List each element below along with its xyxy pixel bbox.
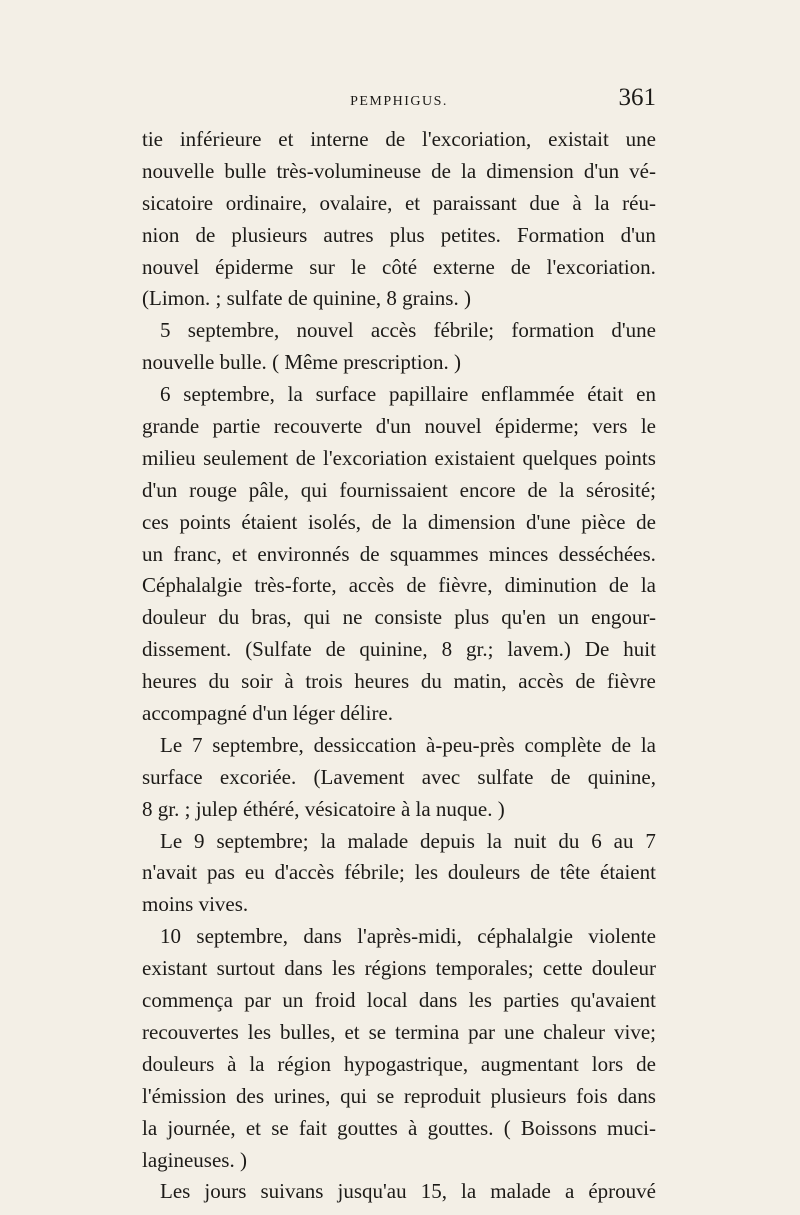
text-line: grande partie recouverte d'un nouvel épiderme; vers le [142, 414, 656, 439]
text-line: lagineuses. ) [142, 1147, 247, 1172]
page-number: 361 [618, 84, 656, 111]
text-line: (Limon. ; sulfate de quinine, 8 grains. ) [142, 286, 471, 311]
text-line: 8 gr. ; julep éthéré, vésicatoire à la nuque. ) [142, 796, 505, 821]
text-line: nouvelle bulle très-volumineuse de la dimension d'un vé- [142, 158, 656, 183]
text-line: n'avait pas eu d'accès fébrile; les douleurs de tête étaient [142, 860, 656, 885]
text-line: Le 7 septembre, dessiccation à-peu-près complète de la [160, 732, 656, 757]
text-line: ces points étaient isolés, de la dimension d'une pièce de [142, 509, 656, 534]
text-line: douleur du bras, qui ne consiste plus qu'en un engour- [142, 605, 656, 630]
text-line: 10 septembre, dans l'après-midi, céphalalgie violente [160, 924, 656, 949]
text-line: existant surtout dans les régions temporales; cette douleur [142, 956, 656, 981]
text-line: nion de plusieurs autres plus petites. Formation d'un [142, 222, 656, 247]
text-line: commença par un froid local dans les parties qu'avaient [142, 988, 656, 1013]
text-line: un franc, et environnés de squammes minces desséchées. [142, 541, 656, 566]
text-line: dissement. (Sulfate de quinine, 8 gr.; lavem.) De huit [142, 637, 656, 662]
text-line: nouvelle bulle. ( Même prescription. ) [142, 350, 462, 375]
text-line: nouvel épiderme sur le côté externe de l'excoriation. [142, 254, 656, 279]
text-line: moins vives. [142, 892, 249, 917]
text-line: sicatoire ordinaire, ovalaire, et paraissant due à la réu- [142, 190, 656, 215]
text-line: Le 9 septembre; la malade depuis la nuit du 6 au 7 [160, 828, 656, 853]
text-line: surface excoriée. (Lavement avec sulfate de quinine, [142, 764, 656, 789]
body-text [142, 124, 656, 1208]
text-line: Céphalalgie très-forte, accès de fièvre, diminution de la [142, 573, 656, 598]
text-line: l'émission des urines, qui se reproduit plusieurs fois dans [142, 1083, 656, 1108]
text-line: accompagné d'un léger délire. [142, 701, 394, 726]
text-line: d'un rouge pâle, qui fournissaient encore de la sérosité; [142, 477, 656, 502]
running-head [142, 82, 656, 122]
text-line: milieu seulement de l'excoriation existaient quelques points [142, 445, 656, 470]
text-line: Les jours suivans jusqu'au 15, la malade a éprouvé [160, 1179, 656, 1204]
text-line: 6 septembre, la surface papillaire enflammée était en [160, 382, 656, 407]
running-title: PEMPHIGUS. [350, 94, 448, 109]
text-line: heures du soir à trois heures du matin, accès de fièvre [142, 669, 656, 694]
text-line: 5 septembre, nouvel accès fébrile; formation d'une [160, 318, 656, 343]
text-line: tie inférieure et interne de l'excoriation, existait une [142, 127, 656, 151]
text-line: recouvertes les bulles, et se termina par une chaleur vive; [142, 1019, 656, 1044]
text-line: la journée, et se fait gouttes à gouttes. ( Boissons muci- [142, 1115, 656, 1140]
text-line: douleurs à la région hypogastrique, augmentant lors de [142, 1051, 656, 1076]
